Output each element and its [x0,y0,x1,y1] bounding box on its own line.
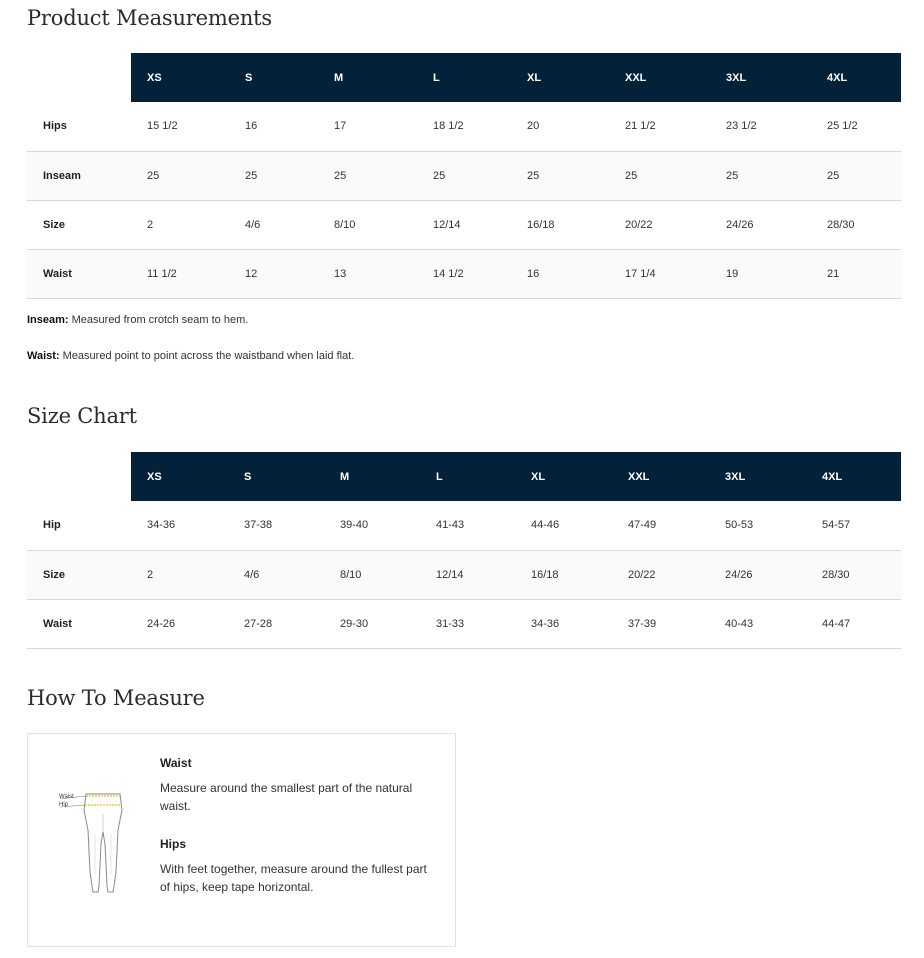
table-cell: 8/10 [324,550,420,599]
row-label: Size [27,550,131,599]
table-cell: 47-49 [612,501,709,550]
table-cell: 12/14 [420,550,515,599]
size-header-cell: XS [131,53,229,102]
table-cell: 54-57 [806,501,901,550]
header-corner-cell [27,452,131,501]
table-cell: 25 [511,151,609,200]
table-cell: 2 [131,200,229,249]
table-cell: 44-46 [515,501,612,550]
table-row [27,151,901,200]
table-cell: 21 [811,249,901,298]
table-cell: 20 [511,102,609,151]
table-cell: 16 [511,249,609,298]
header-corner-cell [27,53,131,102]
table-cell: 44-47 [806,599,901,648]
table-cell: 11 1/2 [131,249,229,298]
table-cell: 17 1/4 [609,249,710,298]
hip-figure-label: Hip [59,802,69,808]
size-header-cell: S [228,452,324,501]
row-label: Hip [27,501,131,550]
note-text: Measured point to point across the waistband when laid flat. [59,350,355,362]
table-cell: 25 [229,151,318,200]
waist-instruction-title: Waist [160,756,192,770]
table-cell: 37-38 [228,501,324,550]
note-text: Measured from crotch seam to hem. [68,314,249,326]
table-cell: 12/14 [417,200,511,249]
row-label: Waist [27,249,131,298]
size-header-cell: XL [511,53,609,102]
row-label: Inseam [27,151,131,200]
size-header-cell: 3XL [709,452,806,501]
table-cell: 25 [417,151,511,200]
table-row [27,550,901,599]
size-chart-title: Size Chart [27,404,137,428]
waist-instruction-text: Measure around the smallest part of the natural waist. [160,781,413,813]
table-cell: 25 [131,151,229,200]
hips-instruction-text: With feet together, measure around the fullest part of hips, keep tape horizontal. [160,862,427,894]
table-cell: 24-26 [131,599,228,648]
table-cell: 25 1/2 [811,102,901,151]
table-cell: 25 [318,151,417,200]
table-cell: 16/18 [515,550,612,599]
size-header-cell: XXL [612,452,709,501]
table-cell: 39-40 [324,501,420,550]
hips-instruction-title: Hips [160,837,187,851]
waist-figure-label: Waist [59,794,74,800]
table-cell: 24/26 [710,200,811,249]
table-cell: 18 1/2 [417,102,511,151]
table-row [27,501,901,550]
table-cell: 23 1/2 [710,102,811,151]
note-term: Inseam: [27,314,69,326]
table-header-row [27,452,901,501]
table-cell: 29-30 [324,599,420,648]
table-cell: 37-39 [612,599,709,648]
table-cell: 25 [609,151,710,200]
size-header-cell: 4XL [811,53,901,102]
size-header-cell: XL [515,452,612,501]
table-cell: 24/26 [709,550,806,599]
table-row [27,599,901,648]
table-cell: 34-36 [131,501,228,550]
size-header-cell: M [318,53,417,102]
table-cell: 4/6 [228,550,324,599]
table-cell: 13 [318,249,417,298]
table-cell: 34-36 [515,599,612,648]
how-to-measure-title: How To Measure [27,686,205,710]
note-term: Waist: [27,350,60,362]
table-cell: 50-53 [709,501,806,550]
table-cell: 8/10 [318,200,417,249]
table-cell: 41-43 [420,501,515,550]
table-header-row [27,53,901,102]
table-cell: 17 [318,102,417,151]
product-measurements-title: Product Measurements [27,6,272,30]
size-header-cell: S [229,53,318,102]
table-cell: 16/18 [511,200,609,249]
inseam-note [27,314,248,326]
row-label: Waist [27,599,131,648]
table-row [27,102,901,151]
leggings-diagram-icon [50,774,160,904]
table-cell: 2 [131,550,228,599]
table-cell: 14 1/2 [417,249,511,298]
table-cell: 15 1/2 [131,102,229,151]
row-label: Hips [27,102,131,151]
size-header-cell: L [420,452,515,501]
table-cell: 21 1/2 [609,102,710,151]
size-header-cell: L [417,53,511,102]
table-cell: 12 [229,249,318,298]
size-header-cell: 4XL [806,452,901,501]
table-cell: 20/22 [609,200,710,249]
table-cell: 28/30 [806,550,901,599]
row-label: Size [27,200,131,249]
table-cell: 27-28 [228,599,324,648]
table-cell: 4/6 [229,200,318,249]
measure-instructions [160,756,440,918]
how-to-measure-card [27,733,456,947]
table-row [27,249,901,298]
table-cell: 16 [229,102,318,151]
product-measurements-table [27,53,901,299]
table-cell: 19 [710,249,811,298]
size-header-cell: M [324,452,420,501]
waist-note [27,350,354,362]
table-cell: 25 [710,151,811,200]
table-cell: 28/30 [811,200,901,249]
table-cell: 40-43 [709,599,806,648]
size-header-cell: XXL [609,53,710,102]
table-cell: 25 [811,151,901,200]
table-cell: 20/22 [612,550,709,599]
size-chart-table [27,452,901,649]
table-row [27,200,901,249]
size-header-cell: XS [131,452,228,501]
table-cell: 31-33 [420,599,515,648]
size-header-cell: 3XL [710,53,811,102]
